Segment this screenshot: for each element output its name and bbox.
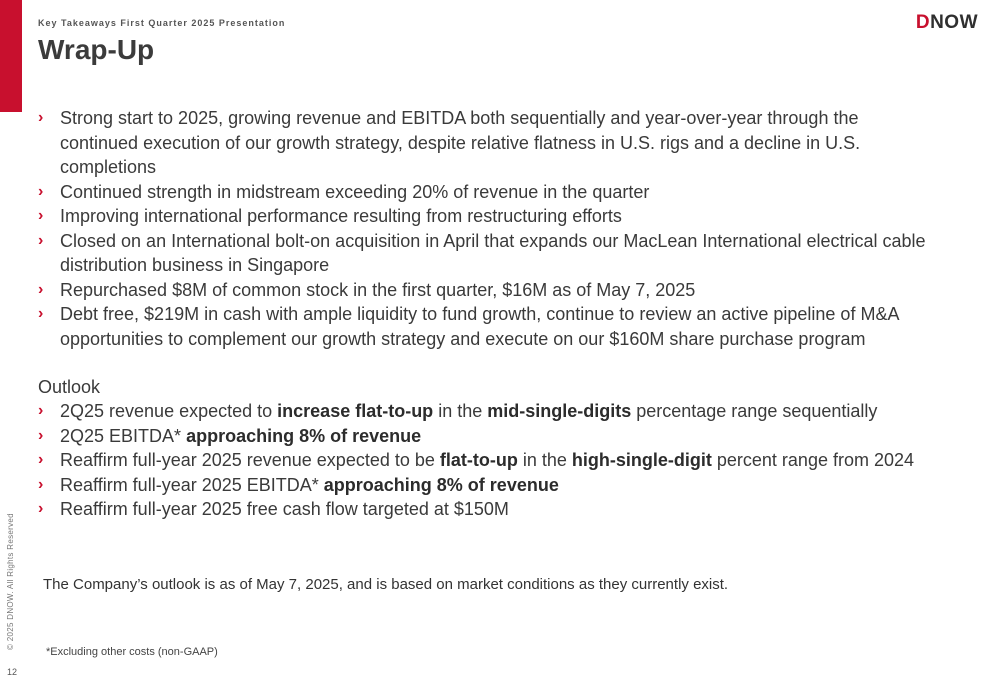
chevron-right-icon: › xyxy=(38,280,44,298)
outlook-list xyxy=(38,399,938,522)
logo-rest: NOW xyxy=(930,12,978,33)
chevron-right-icon: › xyxy=(38,475,44,493)
outlook-item xyxy=(38,424,938,449)
chevron-right-icon: › xyxy=(38,182,44,200)
outlook-text: Reaffirm full-year 2025 EBITDA* xyxy=(60,474,324,495)
outlook-text: in the xyxy=(433,401,488,421)
outlook-text: percent range from 2024 xyxy=(711,450,915,470)
outlook-emphasis: mid-single-digits xyxy=(487,401,632,421)
outlook-text: percentage range sequentially xyxy=(631,401,878,421)
takeaway-item xyxy=(38,278,938,303)
outlook-emphasis: increase flat-to-up xyxy=(277,401,434,421)
takeaway-item xyxy=(38,229,938,278)
outlook-emphasis: high-single-digit xyxy=(571,450,712,470)
outlook-text: Reaffirm full-year 2025 free cash flow targeted at $150M xyxy=(60,499,509,519)
takeaway-text: Continued strength in midstream exceeding 20% of revenue in the quarter xyxy=(60,181,650,202)
footnote: *Excluding other costs (non-GAAP) xyxy=(46,646,218,658)
presentation-kicker: Key Takeaways First Quarter 2025 Presentation xyxy=(38,18,286,28)
chevron-right-icon: › xyxy=(38,402,44,419)
takeaway-text: Strong start to 2025, growing revenue and EBITDA both sequentially and year-over-year through the continued execution of our growth strategy, despite relative flatness in U.S. rigs and a decline in U.S. completions xyxy=(60,108,861,177)
takeaway-item xyxy=(38,302,938,351)
outlook-item xyxy=(38,473,938,498)
outlook-heading: Outlook xyxy=(38,377,101,397)
chevron-right-icon: › xyxy=(38,426,44,444)
chevron-right-icon: › xyxy=(38,231,44,249)
takeaway-text: Repurchased $8M of common stock in the first quarter, $16M as of May 7, 2025 xyxy=(60,279,696,300)
takeaway-text: Debt free, $219M in cash with ample liquidity to fund growth, continue to review an active pipeline of M&A opportunities to complement our growth strategy and execute on our $160M share purchase program xyxy=(60,304,899,349)
logo-d: D xyxy=(915,12,931,33)
chevron-right-icon: › xyxy=(38,500,44,517)
page-number: 12 xyxy=(7,667,18,677)
copyright-notice: © 2025 DNOW. All Rights Reserved xyxy=(6,513,15,650)
takeaway-item xyxy=(38,204,938,229)
chevron-right-icon: › xyxy=(38,207,44,224)
outlook-disclaimer: The Company’s outlook is as of May 7, 2025, and is based on market conditions as they currently exist. xyxy=(43,576,729,593)
outlook-text: 2Q25 revenue expected to xyxy=(60,401,278,421)
outlook-item xyxy=(38,399,938,424)
outlook-item xyxy=(38,497,938,522)
outlook-emphasis: approaching 8% of revenue xyxy=(323,474,559,495)
chevron-right-icon: › xyxy=(38,109,44,126)
outlook-text: in the xyxy=(517,450,572,470)
chevron-right-icon: › xyxy=(38,451,44,468)
page-title: Wrap-Up xyxy=(38,34,155,65)
accent-bar xyxy=(0,0,22,112)
slide-content xyxy=(38,106,938,522)
outlook-text: 2Q25 EBITDA* xyxy=(60,425,187,446)
outlook-item xyxy=(38,448,938,473)
takeaways-list xyxy=(38,106,938,351)
takeaway-item xyxy=(38,180,938,205)
outlook-text: Reaffirm full-year 2025 revenue expected to be xyxy=(60,450,440,470)
takeaway-item xyxy=(38,106,938,180)
outlook-emphasis: approaching 8% of revenue xyxy=(186,425,422,446)
dnow-logo xyxy=(916,12,978,34)
takeaway-text: Improving international performance resulting from restructuring efforts xyxy=(60,206,622,226)
outlook-emphasis: flat-to-up xyxy=(439,450,518,470)
chevron-right-icon: › xyxy=(38,305,44,322)
takeaway-text: Closed on an International bolt-on acquisition in April that expands our MacLean International electrical cable distribution business in Singapore xyxy=(60,230,926,275)
